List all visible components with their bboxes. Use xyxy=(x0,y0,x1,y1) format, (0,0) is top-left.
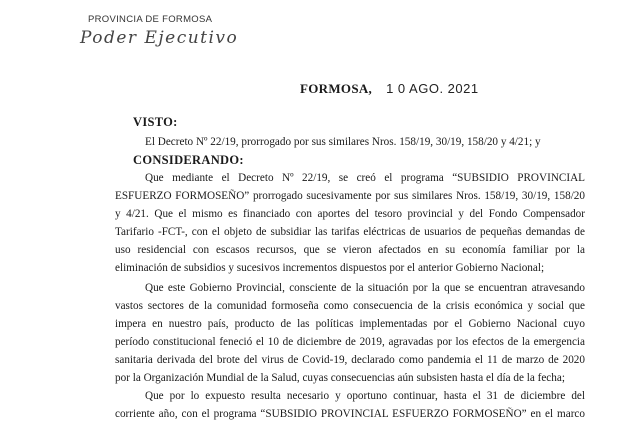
body-line: uso residencial con escasos recursos, que se vieron afectados en su economía familiar por la xyxy=(115,244,585,256)
body-line: sanitaria derivada del brote del virus de Covid-19, declarado como pandemia el 11 de marzo de 2020 xyxy=(115,354,585,366)
city-name: FORMOSA, xyxy=(300,81,373,96)
date-stamp: 1 0 AGO. 2021 xyxy=(386,81,479,96)
considerando-heading: CONSIDERANDO: xyxy=(133,153,244,167)
body-line: impera en nuestro país, producto de las políticas implementadas por el Gobierno Nacional cuyo xyxy=(115,318,585,330)
visto-text: El Decreto Nº 22/19, prorrogado por sus similares Nros. 158/19, 30/19, 158/20 y 4/21; y xyxy=(145,136,541,148)
province-name: PROVINCIA DE FORMOSA xyxy=(88,14,213,25)
body-line: Tarifario -FCT-, con el objeto de subsidiar las tarifas eléctricas de usuarios de pequeñas demandas de xyxy=(115,226,585,238)
body-line: eliminación de subsidios y sucesivos incrementos dispuestos por el anterior Gobierno Nacional; xyxy=(115,262,545,274)
visto-heading: VISTO: xyxy=(133,115,178,129)
letterhead xyxy=(80,14,238,48)
body-line: ESFUERZO FORMOSEÑO” prorrogado sucesivamente por sus similares Nros. 158/19, 30/19, 158/20 xyxy=(115,190,585,202)
body-line: Que mediante el Decreto Nº 22/19, se creó el programa “SUBSIDIO PROVINCIAL xyxy=(145,172,585,184)
executive-name: Poder Ejecutivo xyxy=(80,28,239,48)
body-line: Que este Gobierno Provincial, consciente de la situación por la que se encuentran atravesando xyxy=(145,282,585,294)
body-line: período constitucional feneció el 10 de diciembre de 2019, agravadas por los efectos de la emergencia xyxy=(115,336,585,348)
dateline xyxy=(300,80,479,98)
body-line: por la Organización Mundial de la Salud, cuyas consecuencias aún subsisten hasta el día de la fecha; xyxy=(115,372,565,384)
body-line: corriente año, con el programa “SUBSIDIO PROVINCIAL ESFUERZO FORMOSEÑO” en el marco xyxy=(115,408,585,420)
body-line: y 4/21. Que el mismo es financiado con aportes del tesoro provincial y del Fondo Compensador xyxy=(115,208,585,220)
body-line: Que por lo expuesto resulta necesario y oportuno continuar, hasta el 31 de diciembre del xyxy=(145,390,585,402)
body-line: vastos sectores de la comunidad formoseña como consecuencia de la crisis económica y social que xyxy=(115,300,585,312)
